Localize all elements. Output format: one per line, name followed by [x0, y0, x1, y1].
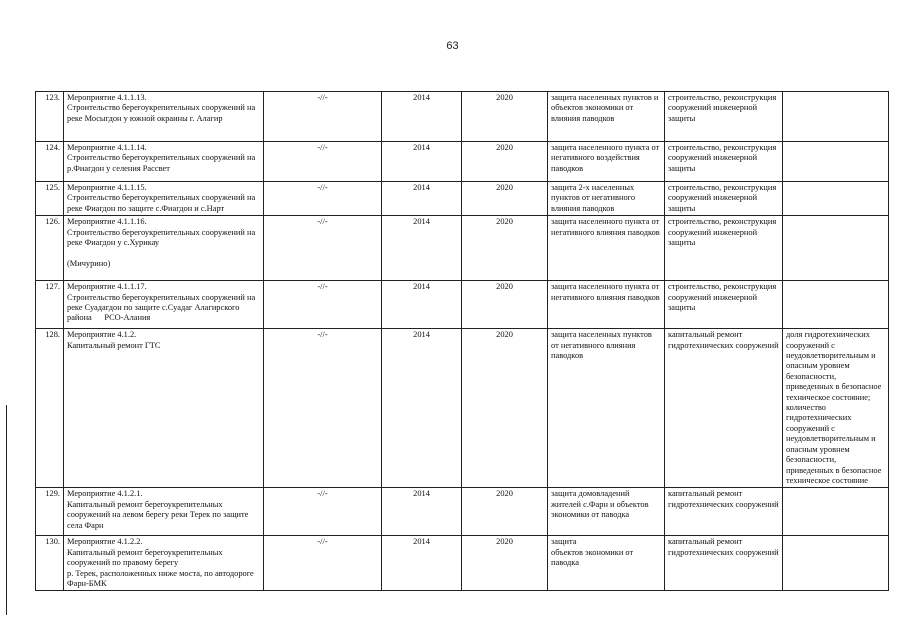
start-year-text: 2014: [413, 282, 430, 292]
indicator-note: [783, 92, 889, 142]
expected-result-text: защита населенных пунктов и объектов экономики от влияния паводков: [551, 93, 661, 123]
executor-cell-text: -//-: [317, 183, 328, 192]
expected-result-text: защита объектов экономики от паводка: [551, 537, 634, 568]
executor-cell-text: -//-: [317, 217, 328, 227]
measure-name-text: Мероприятие 4.1.1.15. Строительство берегоукрепительных сооружений на реке Фиагдон по защите с.Фиагдон и с.Нарт: [67, 183, 256, 213]
start-year: [382, 329, 462, 488]
row-number-text: 125.: [45, 183, 60, 192]
measure-name-text: Мероприятие 4.1.2.1. Капитальный ремонт берегоукрепительных сооружений на левом берегу реки Терек по защите села Фарн: [67, 489, 249, 530]
end-year: [462, 92, 548, 142]
end-year-text: 2020: [496, 489, 513, 499]
executor-cell: [264, 536, 382, 591]
work-type-text: строительство, реконструкция сооружений инженерной защиты: [668, 143, 779, 173]
measure-name: [64, 92, 264, 142]
indicator-note-text: доля гидротехнических сооружений с неудовлетворительным и опасным уровнем безопасности, приведенных в безопасное техническое состояние; количество гидротехнических сооружений с неудовлетворительным и опасным уровнем безопасности, приведенных в безопасное техническое состояние: [786, 330, 884, 485]
indicator-note: [783, 281, 889, 329]
row-number-text: 130.: [45, 537, 60, 547]
end-year: [462, 182, 548, 216]
measure-name: [64, 536, 264, 591]
measure-name: [64, 142, 264, 182]
page-number: 63: [446, 40, 459, 52]
start-year-text: 2014: [413, 143, 430, 152]
start-year: [382, 182, 462, 216]
expected-result: [548, 92, 665, 142]
work-type-text: капитальный ремонт гидротехнических сооружений: [668, 537, 779, 557]
end-year-text: 2020: [496, 143, 513, 152]
end-year: [462, 216, 548, 281]
start-year: [382, 488, 462, 536]
row-number: [36, 488, 64, 536]
executor-cell-text: -//-: [317, 537, 328, 547]
end-year-text: 2020: [496, 183, 513, 192]
work-type-text: капитальный ремонт гидротехнических сооружений: [668, 489, 779, 509]
start-year: [382, 92, 462, 142]
start-year: [382, 536, 462, 591]
work-type: [665, 216, 783, 281]
expected-result-text: защита домовладений жителей с.Фарн и объектов экономики от паводка: [551, 489, 651, 520]
work-type-text: капитальный ремонт гидротехнических сооружений: [668, 330, 779, 350]
executor-cell: [264, 216, 382, 281]
work-type: [665, 329, 783, 488]
executor-cell-text: -//-: [317, 330, 328, 340]
row-number: [36, 182, 64, 216]
expected-result: [548, 142, 665, 182]
start-year-text: 2014: [413, 489, 430, 499]
end-year: [462, 329, 548, 488]
executor-cell: [264, 281, 382, 329]
indicator-note: [783, 536, 889, 591]
expected-result-text: защита населенных пунктов от негативного влияния паводков: [551, 330, 654, 361]
measure-name-text: Мероприятие 4.1.1.17. Строительство берегоукрепительных сооружений на реке Суадагдон по защите с.Суадаг Алагирского района РСО-Алания: [67, 282, 256, 323]
end-year-text: 2020: [496, 217, 513, 227]
row-number-text: 127.: [45, 282, 60, 292]
work-type-text: строительство, реконструкция сооружений инженерной защиты: [668, 217, 779, 248]
work-type: [665, 182, 783, 216]
table-row: [36, 536, 889, 591]
work-type: [665, 142, 783, 182]
executor-cell: [264, 182, 382, 216]
measure-name-text: Мероприятие 4.1.1.16. Строительство берегоукрепительных сооружений на реке Фиагдон у с.Хурикау (Мичурино): [67, 217, 256, 268]
margin-line: [6, 405, 7, 615]
indicator-note: [783, 182, 889, 216]
work-type-text: строительство, реконструкция сооружений инженерной защиты: [668, 93, 779, 123]
expected-result: [548, 329, 665, 488]
work-type: [665, 92, 783, 142]
row-number: [36, 92, 64, 142]
end-year-text: 2020: [496, 330, 513, 340]
measure-name: [64, 281, 264, 329]
executor-cell-text: -//-: [317, 489, 328, 499]
indicator-note: [783, 216, 889, 281]
row-number-text: 126.: [45, 217, 60, 227]
table-row: [36, 488, 889, 536]
expected-result: [548, 536, 665, 591]
measure-name-text: Мероприятие 4.1.1.13. Строительство берегоукрепительных сооружений на реке Мосыгдон у южной окраины г. Алагир: [67, 93, 256, 123]
start-year: [382, 216, 462, 281]
start-year-text: 2014: [413, 330, 430, 340]
row-number-text: 129.: [45, 489, 60, 499]
executor-cell-text: -//-: [317, 93, 328, 102]
row-number: [36, 329, 64, 488]
work-type-text: строительство, реконструкция сооружений инженерной защиты: [668, 183, 779, 213]
measure-name: [64, 182, 264, 216]
table-row: [36, 329, 889, 488]
row-number: [36, 216, 64, 281]
end-year: [462, 536, 548, 591]
end-year: [462, 488, 548, 536]
measure-name-text: Мероприятие 4.1.2.2. Капитальный ремонт берегоукрепительных сооружений по правому берегу р. Терек, расположенных ниже моста, по автодороге Фарн-БМК: [67, 537, 254, 588]
expected-result-text: защита 2-х населенных пунктов от негативного влияния паводков: [551, 183, 638, 213]
expected-result: [548, 182, 665, 216]
expected-result: [548, 216, 665, 281]
indicator-note: [783, 142, 889, 182]
table-body: [36, 92, 889, 591]
start-year: [382, 142, 462, 182]
executor-cell: [264, 329, 382, 488]
table-row: [36, 142, 889, 182]
work-type: [665, 281, 783, 329]
executor-cell-text: -//-: [317, 143, 328, 152]
indicator-note: [783, 329, 889, 488]
work-type: [665, 488, 783, 536]
row-number-text: 128.: [45, 330, 60, 340]
expected-result-text: защита населенного пункта от негативного влияния паводков: [551, 217, 662, 237]
row-number: [36, 142, 64, 182]
measure-name: [64, 216, 264, 281]
start-year-text: 2014: [413, 183, 430, 192]
measure-name-text: Мероприятие 4.1.1.14. Строительство берегоукрепительных сооружений на р.Фиагдон у селения Рассвет: [67, 143, 256, 173]
end-year-text: 2020: [496, 537, 513, 547]
end-year-text: 2020: [496, 282, 513, 292]
row-number-text: 124.: [45, 143, 60, 152]
start-year-text: 2014: [413, 93, 430, 102]
measure-name: [64, 488, 264, 536]
table-row: [36, 92, 889, 142]
measure-name-text: Мероприятие 4.1.2. Капитальный ремонт ГТС: [67, 330, 161, 350]
table-row: [36, 281, 889, 329]
executor-cell: [264, 488, 382, 536]
table-row: [36, 216, 889, 281]
expected-result-text: защита населенного пункта от негативного влияния паводков: [551, 282, 662, 302]
start-year-text: 2014: [413, 537, 430, 547]
measure-name: [64, 329, 264, 488]
expected-result-text: защита населенного пункта от негативного воздействия паводков: [551, 143, 662, 173]
executor-cell: [264, 142, 382, 182]
work-type: [665, 536, 783, 591]
expected-result: [548, 488, 665, 536]
start-year: [382, 281, 462, 329]
work-type-text: строительство, реконструкция сооружений инженерной защиты: [668, 282, 779, 313]
start-year-text: 2014: [413, 217, 430, 227]
measures-table: [35, 91, 889, 591]
end-year: [462, 142, 548, 182]
expected-result: [548, 281, 665, 329]
end-year: [462, 281, 548, 329]
indicator-note: [783, 488, 889, 536]
executor-cell-text: -//-: [317, 282, 328, 292]
end-year-text: 2020: [496, 93, 513, 102]
row-number: [36, 536, 64, 591]
table-row: [36, 182, 889, 216]
row-number: [36, 281, 64, 329]
executor-cell: [264, 92, 382, 142]
row-number-text: 123.: [45, 93, 60, 102]
